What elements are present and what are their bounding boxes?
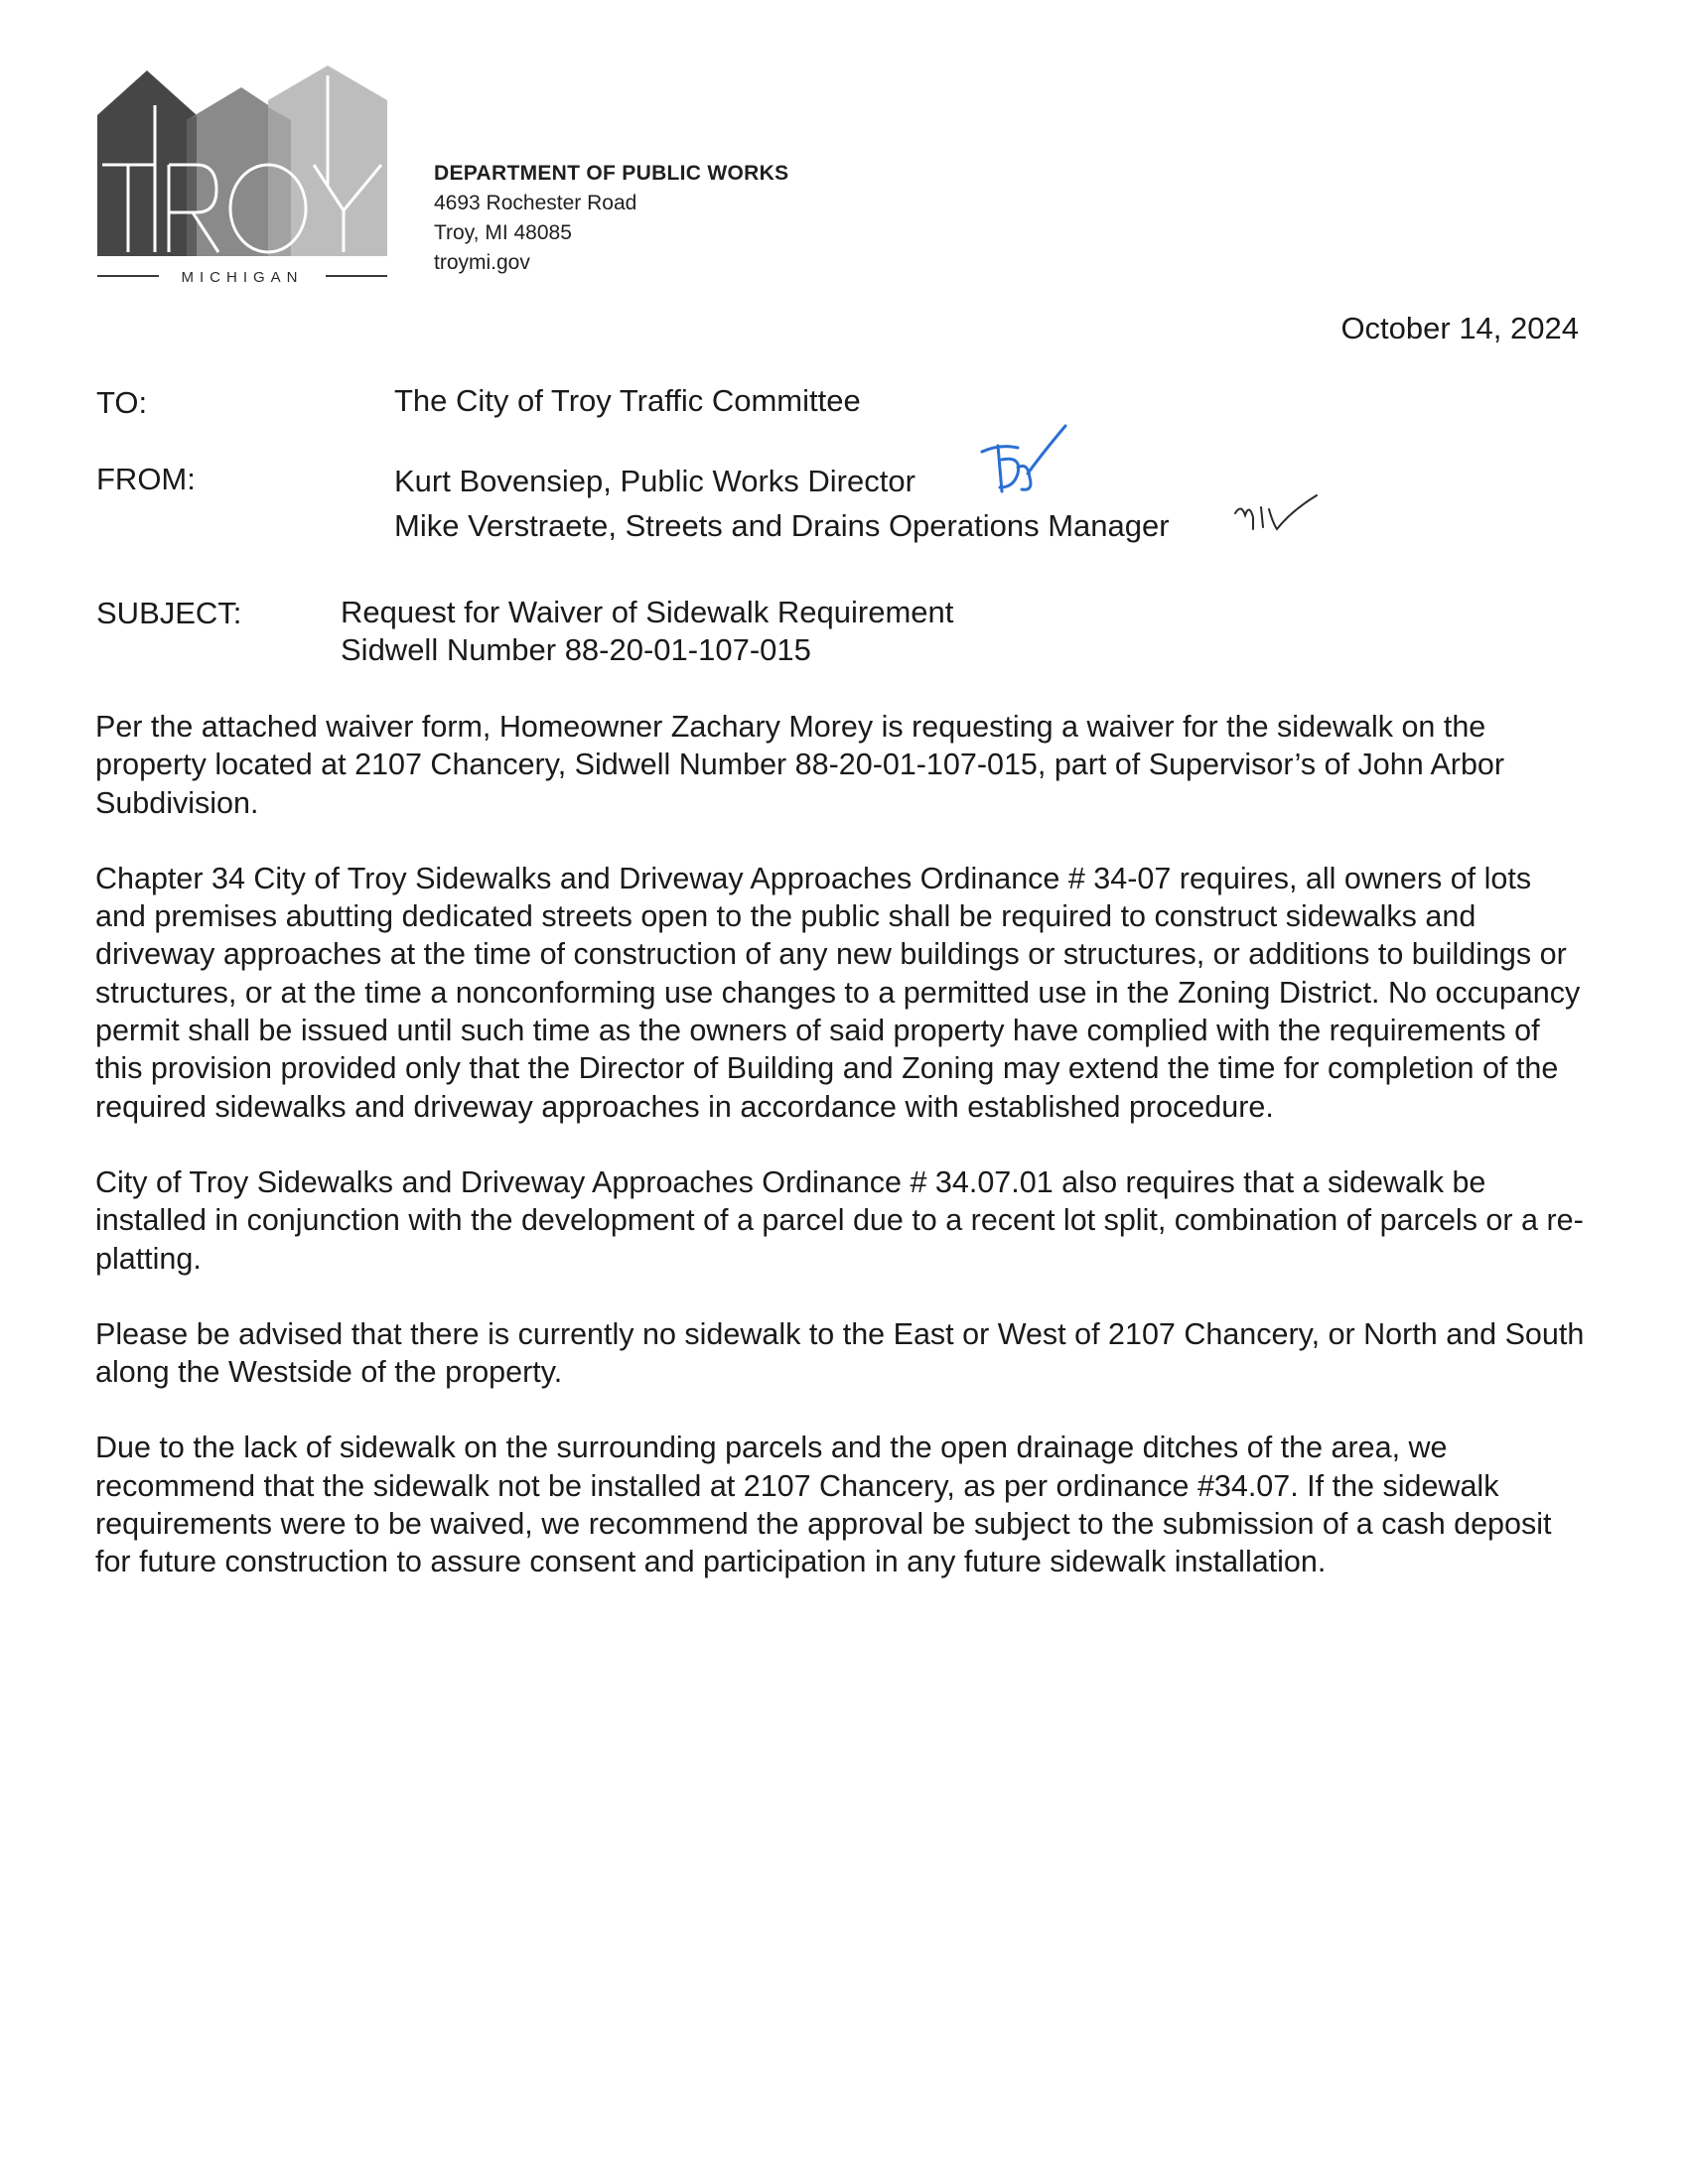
manager-initials-signature <box>1231 493 1321 543</box>
paragraph: Per the attached waiver form, Homeowner Zachary Morey is requesting a waiver for the sidewalk on the property located at 2107 Chancery, Sidwell Number 88-20-01-107-015, part of Supervisor’s of John Arbor Subdivision. <box>95 710 1505 820</box>
svg-text:MICHIGAN: MICHIGAN <box>181 269 304 286</box>
paragraph: Chapter 34 City of Troy Sidewalks and Driveway Approaches Ordinance # 34-07 requires, all owners of lots and premises abutting dedicated streets open to the public shall be required to construct sidewalks and driveway approaches at the time of construction of any new buildings or structures, or additions to buildings or structures, or at the time a nonconforming use changes to a permitted use in the Zoning District. No occupancy permit shall be issued until such time as the owners of said property have complied with the requirements of this provision provided only that the Director of Building and Zoning may extend the time for completion of the required sidewalks and driveway approaches in accordance with established procedure. <box>95 861 1581 1124</box>
letterhead-address-block <box>434 159 788 278</box>
subject-line-1: Request for Waiver of Sidewalk Requirement <box>341 595 954 629</box>
department-name: DEPARTMENT OF PUBLIC WORKS <box>434 162 789 185</box>
memo-body <box>95 708 1585 1619</box>
address-street: 4693 Rochester Road <box>434 192 637 214</box>
to-value: The City of Troy Traffic Committee <box>394 383 861 418</box>
from-label: FROM: <box>96 462 196 496</box>
from-name-1: Kurt Bovensiep, Public Works Director <box>394 464 915 498</box>
subject-block <box>341 594 953 669</box>
paragraph: Please be advised that there is currently no sidewalk to the East or West of 2107 Chancery, or North and South along the Westside of the property. <box>95 1316 1585 1390</box>
paragraph: City of Troy Sidewalks and Driveway Approaches Ordinance # 34.07.01 also requires that a sidewalk be installed in conjunction with the development of a parcel due to a recent lot split, combination of parcels or a re-platting. <box>95 1164 1584 1276</box>
paragraph: Due to the lack of sidewalk on the surrounding parcels and the open drainage ditches of the area, we recommend that the sidewalk not be installed at 2107 Chancery, as per ordinance #34.07. If the sidewalk requirements were to be waived, we recommend the approval be subject to the submission of a cash deposit for future construction to assure consent and participation in any future sidewalk installation. <box>95 1431 1552 1579</box>
address-city: Troy, MI 48085 <box>434 221 572 244</box>
troy-logo <box>97 66 407 290</box>
website: troymi.gov <box>434 251 530 274</box>
to-label: TO: <box>96 385 148 420</box>
memo-date: October 14, 2024 <box>1340 311 1579 345</box>
director-initials-signature <box>978 422 1067 501</box>
subject-label: SUBJECT: <box>96 596 242 630</box>
from-name-2: Mike Verstraete, Streets and Drains Operations Manager <box>394 508 1170 543</box>
subject-line-2: Sidwell Number 88-20-01-107-015 <box>341 632 811 667</box>
